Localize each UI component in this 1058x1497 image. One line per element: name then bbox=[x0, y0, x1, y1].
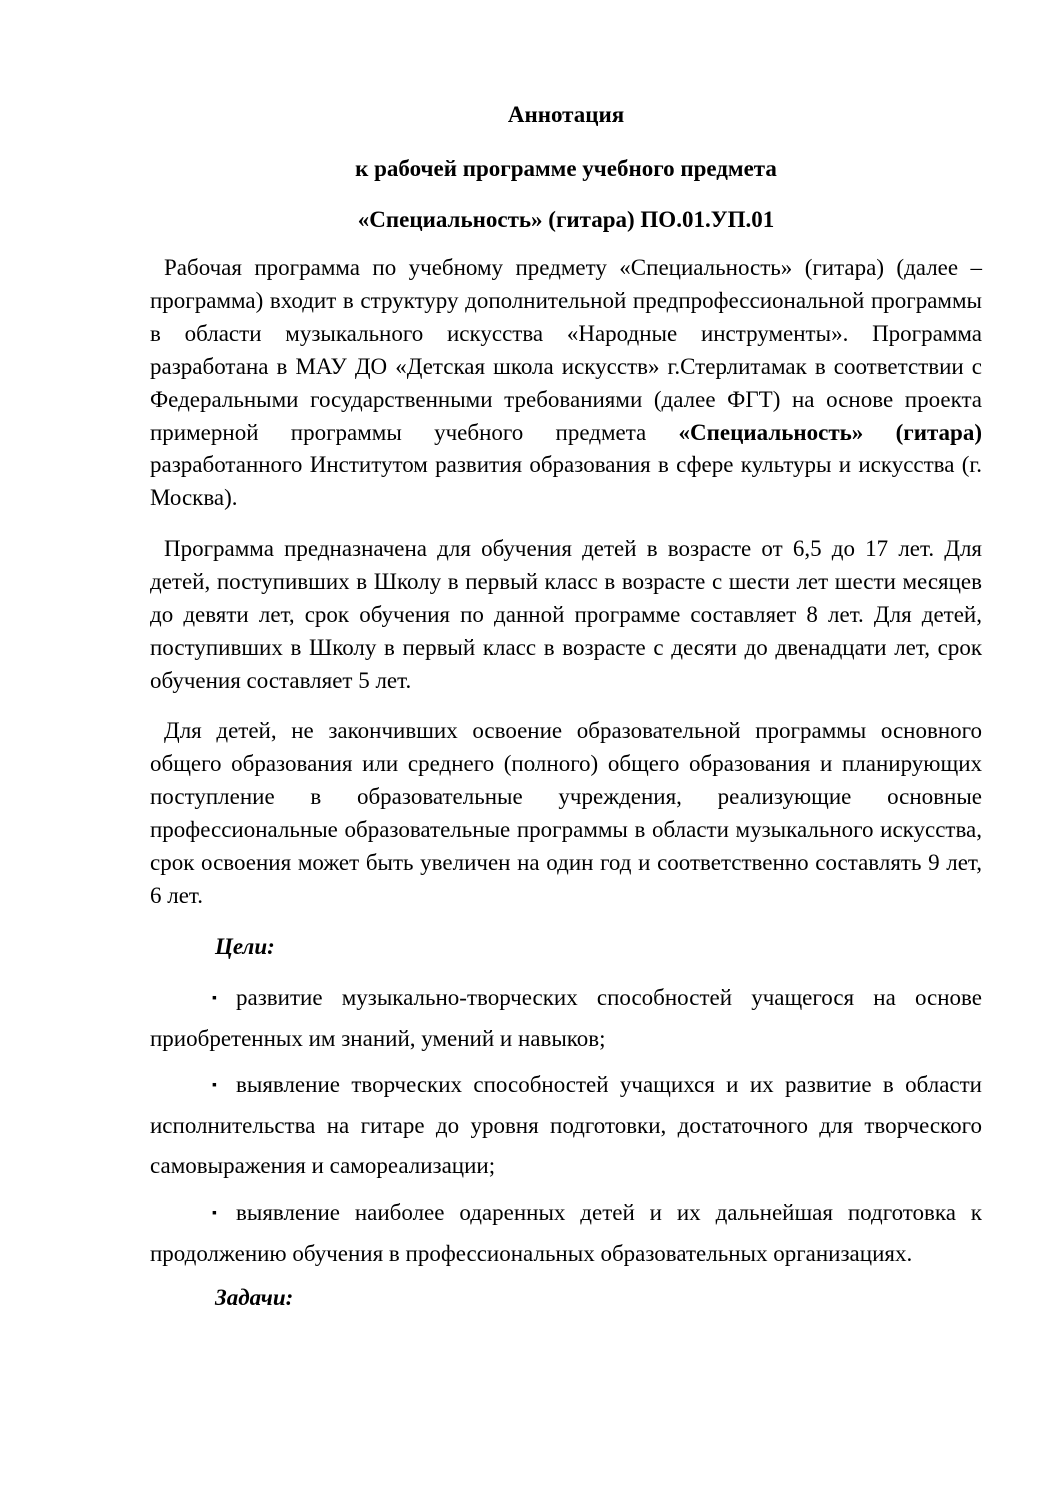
document-subject-title: «Специальность» (гитара) ПО.01.УП.01 bbox=[357, 207, 775, 232]
intro-text-part1: Рабочая программа по учебному предмету «Специальность» (гитара) (далее – программа) входит в структуру дополнительной предпрофессиональной программы в области музыкального искусства «Народные инструменты». Программа разработана в МАУ ДО «Детская школа искусств» г.Стерлитамак в соответствии с Федеральными государственными требованиями (далее ФГТ) на основе проекта примерной программы учебного предмета bbox=[150, 255, 982, 445]
goal-item-text: выявление творческих способностей учащихся и их развитие в области исполнительства на гитаре до уровня подготовки, достаточного для творческого самовыражения и самореализации; bbox=[150, 1072, 982, 1178]
goals-heading: Цели: bbox=[215, 934, 275, 959]
duration-paragraph: Программа предназначена для обучения детей в возрасте от 6,5 до 17 лет. Для детей, поступивших в Школу в первый класс в возрасте с шести лет шести месяцев до девяти лет, срок обучения по данной программе составляет 8 лет. Для детей, поступивших в Школу в первый класс в возрасте с десяти до двенадцати лет, срок обучения составляет 5 лет. bbox=[150, 536, 982, 693]
document-subtitle: к рабочей программе учебного предмета bbox=[355, 156, 777, 181]
bullet-icon: ▪ bbox=[212, 991, 217, 1006]
document-title: Аннотация bbox=[507, 102, 625, 127]
extension-paragraph: Для детей, не закончивших освоение образовательной программы основного общего образования или среднего (полного) общего образования и планирующих поступление в образовательные учреждения, реализующие основные профессиональные образовательные программы в области музыкального искусства, срок освоения может быть увеличен на один год и соответственно составлять 9 лет, 6 лет. bbox=[150, 718, 982, 908]
goal-item-text: выявление наиболее одаренных детей и их дальнейшая подготовка к продолжению обучения в профессиональных образовательных организациях. bbox=[150, 1200, 982, 1266]
goal-item bbox=[150, 1193, 982, 1274]
intro-paragraph bbox=[150, 252, 982, 515]
bullet-icon: ▪ bbox=[212, 1206, 217, 1221]
bullet-icon: ▪ bbox=[212, 1078, 217, 1093]
goal-item bbox=[150, 1065, 982, 1186]
intro-subject-bold: «Специальность» (гитара) bbox=[678, 419, 982, 445]
tasks-heading: Задачи: bbox=[215, 1285, 294, 1310]
goal-item bbox=[150, 978, 982, 1059]
goal-item-text: развитие музыкально-творческих способностей учащегося на основе приобретенных им знаний, умений и навыков; bbox=[150, 985, 982, 1051]
intro-text-part2: разработанного Институтом развития образования в сфере культуры и искусства (г. Москва). bbox=[150, 452, 982, 511]
